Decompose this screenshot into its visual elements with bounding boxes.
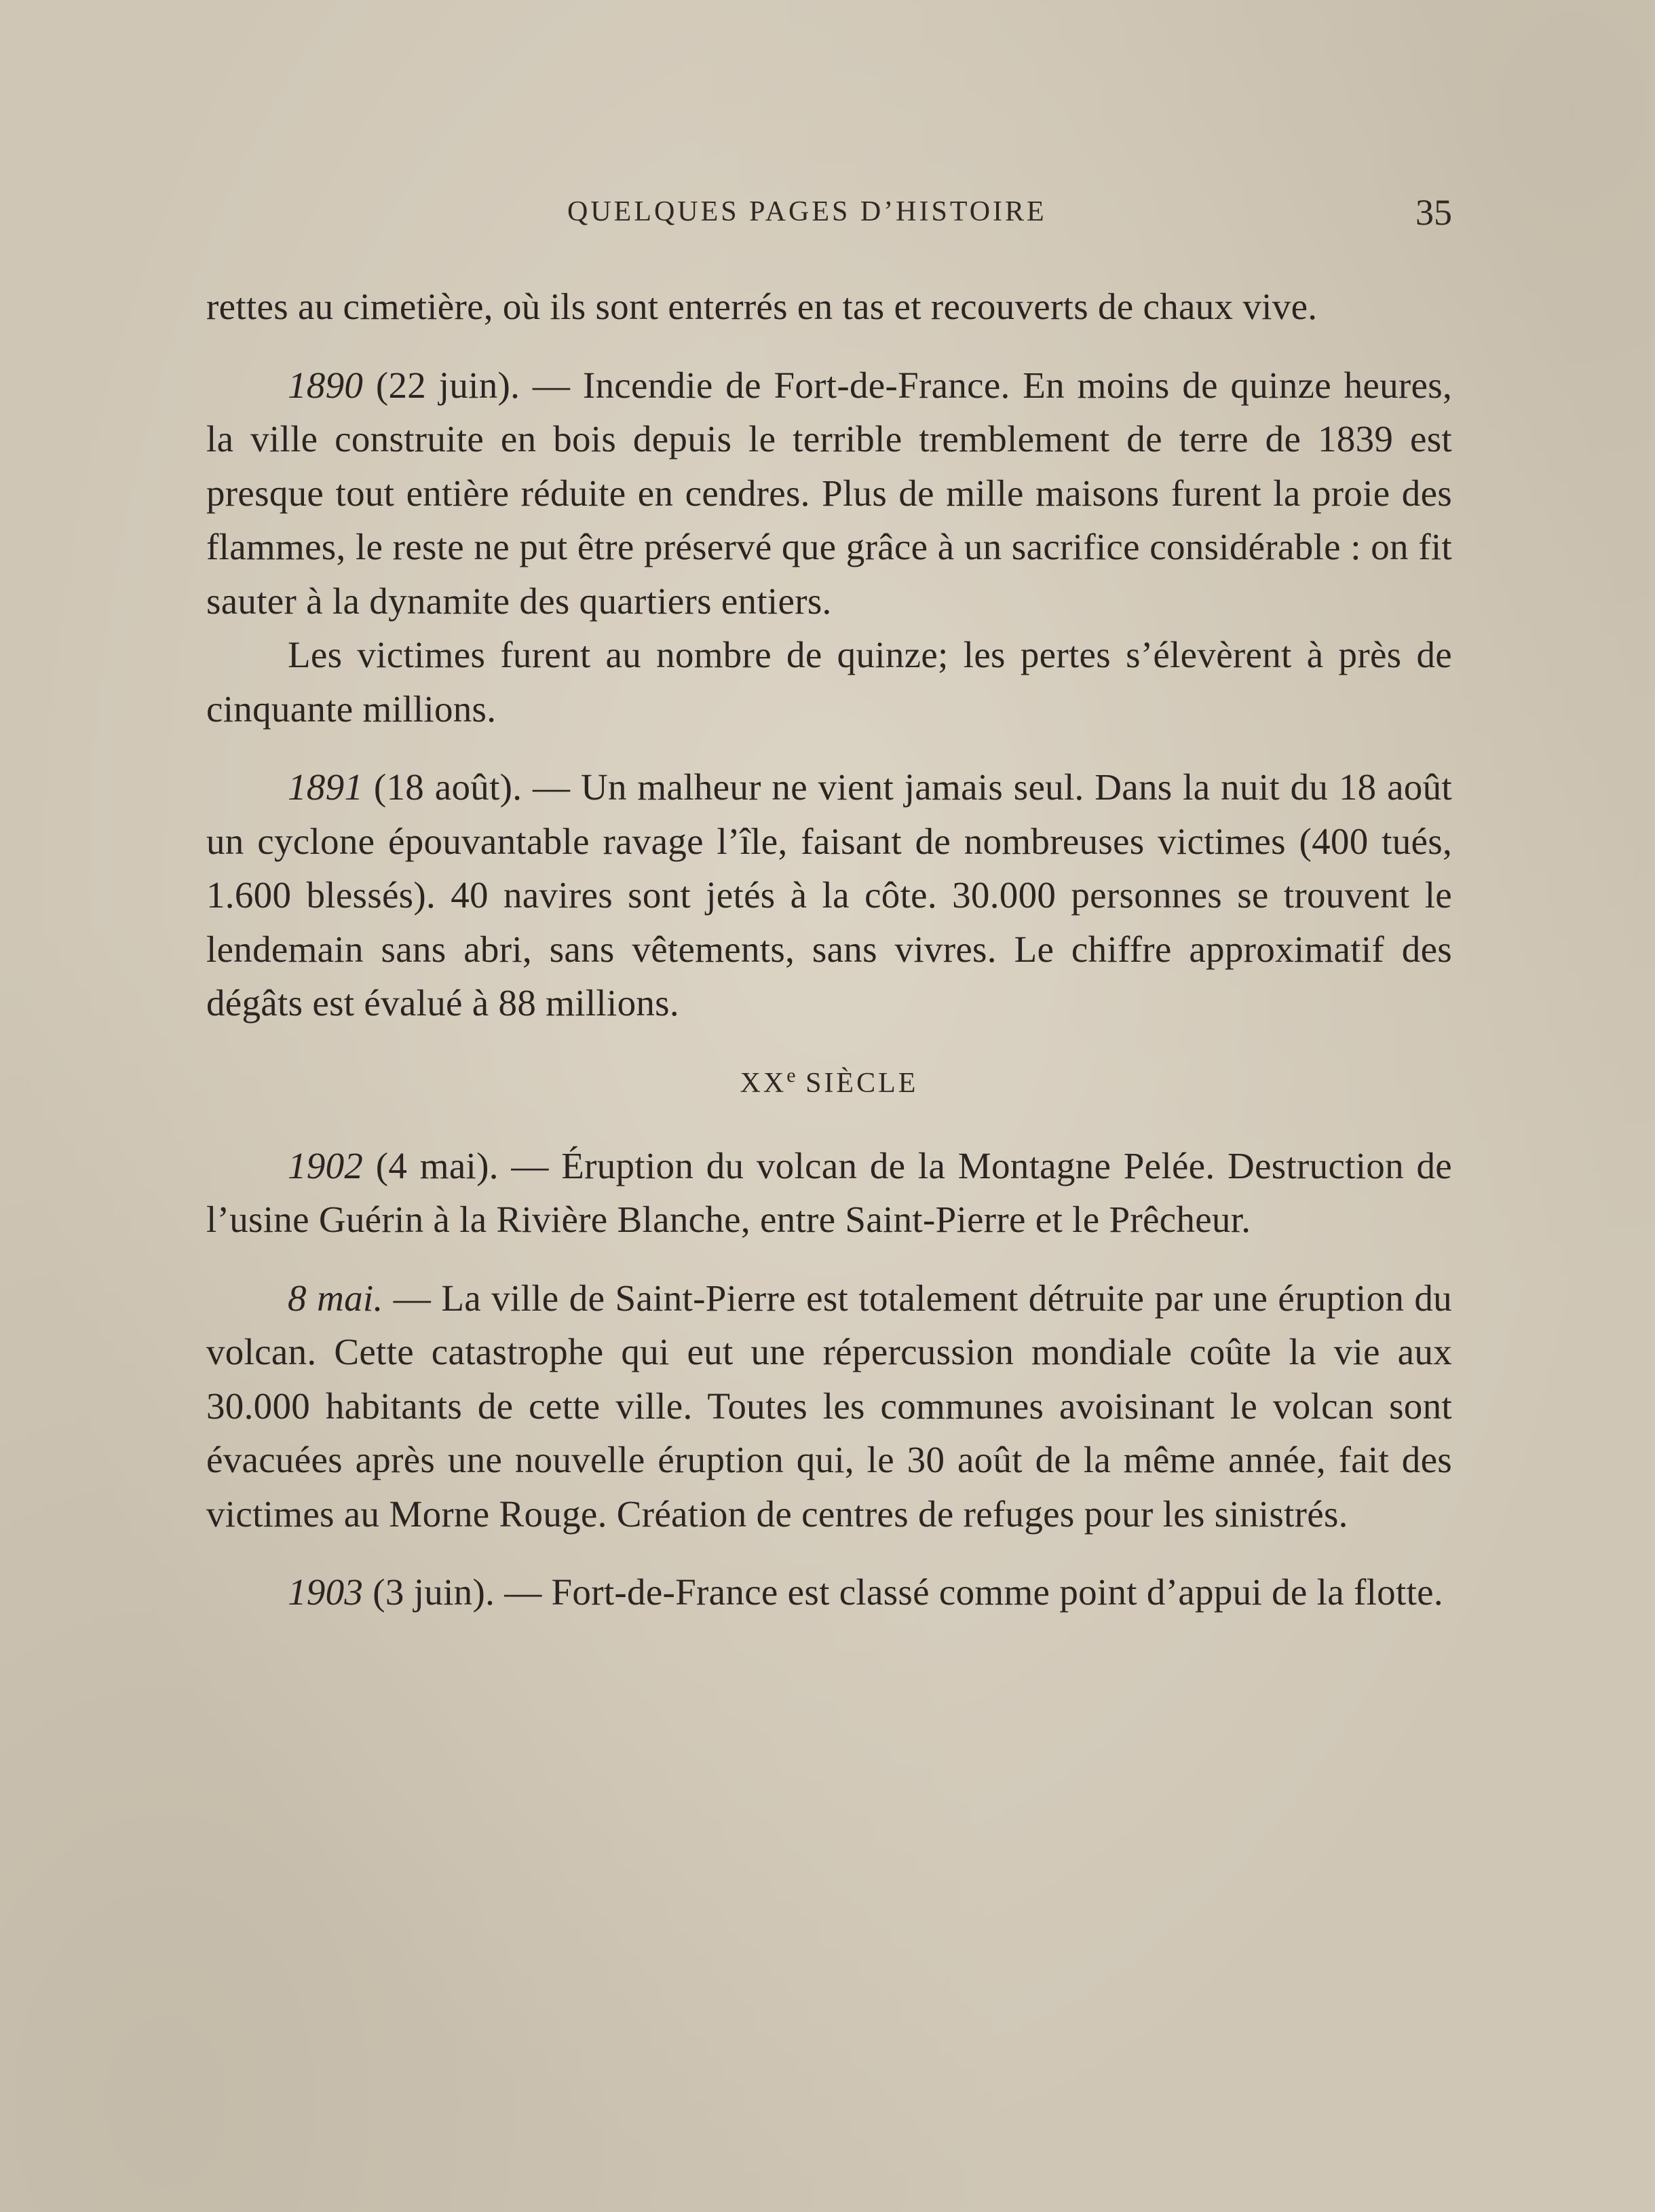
entry-1890 bbox=[206, 358, 1452, 629]
entry-8-mai bbox=[206, 1271, 1452, 1541]
entry-1902 bbox=[206, 1139, 1452, 1247]
paragraph-continuation bbox=[206, 280, 1452, 334]
entry-1903 bbox=[206, 1565, 1452, 1619]
entry-date: 1890 bbox=[288, 364, 364, 406]
entry-text: — La ville de Saint-Pierre est totalement détruite par une éruption du volcan. Cette catastrophe qui eut une répercussion mondiale coûte la vie aux 30.000 habitants de cette ville. Toutes les communes avoisinant le volcan sont évacuées après une nouvelle éruption qui, le 30 août de la même année, fait des victimes au Morne Rouge. Création de centres de refuges pour les sinistrés. bbox=[206, 1277, 1452, 1535]
entry-date: 1902 bbox=[288, 1144, 364, 1186]
page-number: 35 bbox=[1415, 192, 1452, 233]
entry-text: (18 août). — Un malheur ne vient jamais seul. Dans la nuit du 18 août un cyclone épouvantable ravage l’île, faisant de nombreuses victimes (400 tués, 1.600 blessés). 40 navires sont jetés à la côte. 30.000 personnes se trouvent le lendemain sans abri, sans vêtements, sans vivres. Le chiffre approximatif des dégâts est évalué à 88 millions. bbox=[206, 766, 1452, 1024]
entry-text: (4 mai). — Éruption du volcan de la Montagne Pelée. Destruction de l’usine Guérin à la Rivière Blanche, entre Saint-Pierre et le Prêcheur. bbox=[206, 1144, 1452, 1240]
entry-1891 bbox=[206, 760, 1452, 1030]
entry-1890-continued bbox=[206, 628, 1452, 736]
section-heading-main: XX bbox=[740, 1067, 787, 1099]
paragraph-text: Les victimes furent au nombre de quinze; les pertes s’élevèrent à près de cinquante millions. bbox=[206, 634, 1452, 730]
running-title: QUELQUES PAGES D’HISTOIRE bbox=[567, 196, 1047, 227]
section-heading bbox=[206, 1064, 1452, 1100]
paragraph-text: rettes au cimetière, où ils sont enterrés en tas et recouverts de chaux vive. bbox=[206, 286, 1318, 327]
running-head bbox=[204, 191, 1452, 232]
entry-text: (3 juin). — Fort-de-France est classé comme point d’appui de la flotte. bbox=[363, 1571, 1443, 1613]
entry-text: (22 juin). — Incendie de Fort-de-France. En moins de quinze heures, la ville construite en bois depuis le terrible tremblement de terre de 1839 est presque tout entière réduite en cendres. Plus de mille maisons furent la proie des flammes, le reste ne put être préservé que grâce à un sacrifice considérable : on fit sauter à la dynamite des quartiers entiers. bbox=[206, 364, 1452, 622]
body-text bbox=[206, 280, 1452, 1619]
section-heading-rest: SIÈCLE bbox=[795, 1067, 919, 1099]
entry-date: 8 mai. bbox=[288, 1277, 383, 1319]
entry-date: 1891 bbox=[288, 766, 364, 808]
entry-date: 1903 bbox=[288, 1571, 364, 1613]
section-heading-sup: e bbox=[786, 1064, 796, 1087]
